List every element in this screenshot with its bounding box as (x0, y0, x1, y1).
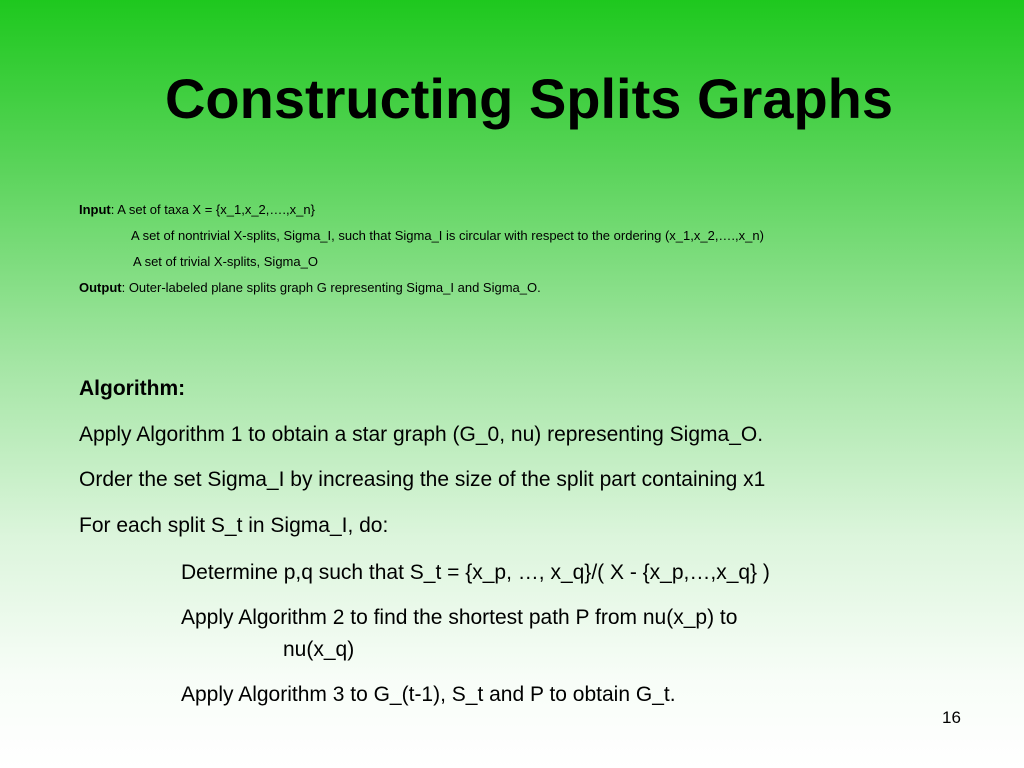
input-label: Input (79, 202, 111, 217)
input-line (79, 202, 315, 218)
algorithm-line-1: Apply Algorithm 1 to obtain a star graph (G_0, nu) representing Sigma_O. (79, 423, 764, 446)
algorithm-heading: Algorithm: (79, 377, 186, 400)
algorithm-step-2-continued: nu(x_q) (283, 638, 355, 661)
output-line (79, 280, 541, 296)
input-trivial-splits-line: A set of trivial X-splits, Sigma_O (133, 254, 318, 269)
slide-title: Constructing Splits Graphs (164, 67, 894, 130)
input-text: : A set of taxa X = {x_1,x_2,….,x_n} (110, 202, 315, 217)
input-nontrivial-splits-line: A set of nontrivial X-splits, Sigma_I, such that Sigma_I is circular with respect to the ordering (x_1,x_2,….,x_n) (131, 228, 764, 243)
output-text: : Outer-labeled plane splits graph G representing Sigma_I and Sigma_O. (121, 280, 541, 295)
algorithm-line-3: For each split S_t in Sigma_I, do: (79, 514, 389, 537)
algorithm-step-1: Determine p,q such that S_t = {x_p, …, x_q}/( X - {x_p,…,x_q} ) (181, 561, 770, 584)
algorithm-step-2: Apply Algorithm 2 to find the shortest path P from nu(x_p) to (181, 606, 738, 629)
output-label: Output (79, 280, 122, 295)
algorithm-step-3: Apply Algorithm 3 to G_(t-1), S_t and P to obtain G_t. (181, 683, 676, 706)
algorithm-line-2: Order the set Sigma_I by increasing the size of the split part containing x1 (79, 468, 766, 491)
page-number: 16 (942, 708, 961, 727)
